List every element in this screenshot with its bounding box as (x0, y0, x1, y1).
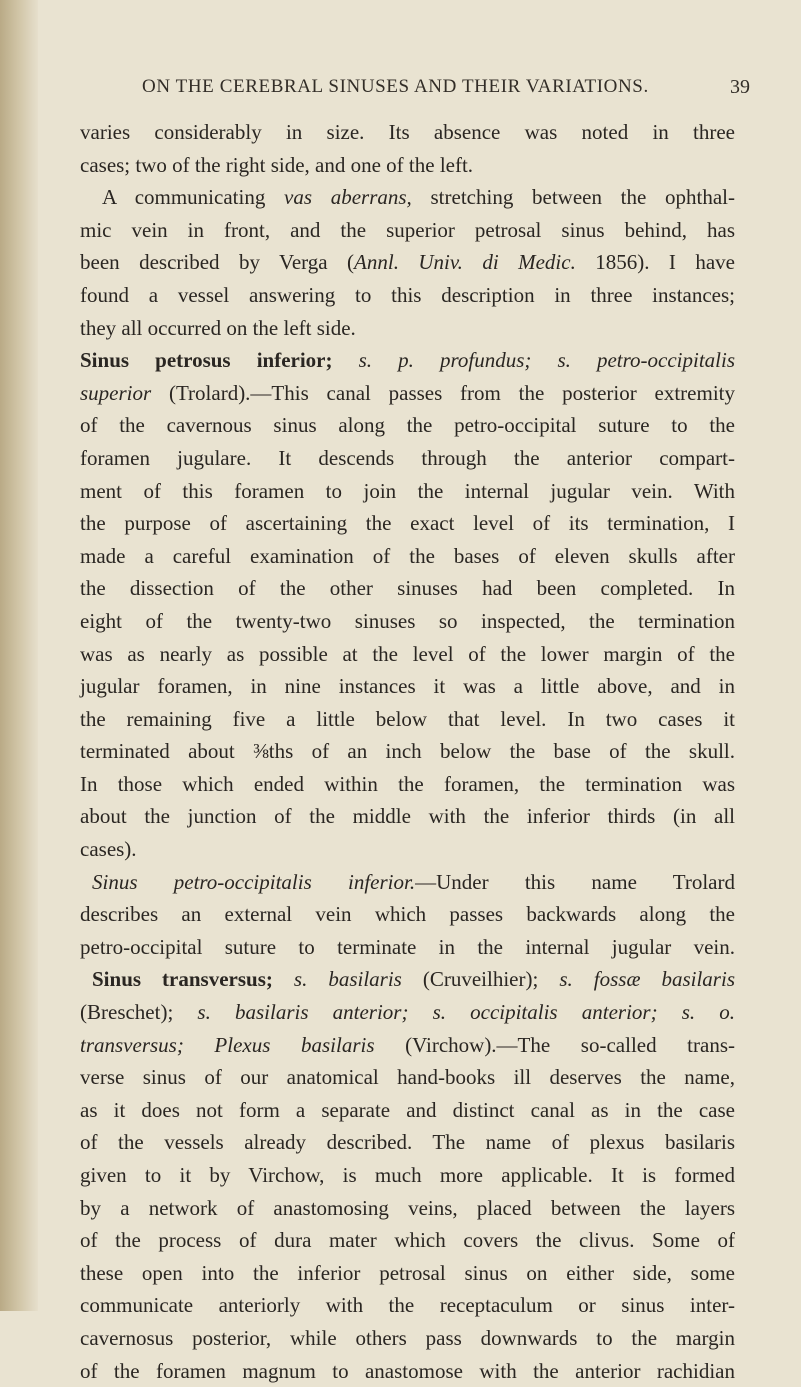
text-line: cavernosus posterior, while others pass downwards to the margin (80, 1325, 735, 1350)
running-head: ON THE CEREBRAL SINUSES AND THEIR VARIATIONS. (142, 76, 649, 97)
text-line: verse sinus of our anatomical hand-books ill deserves the name, (80, 1065, 735, 1090)
text-line: transversus; Plexus basilaris (Virchow).—The so-called trans- (80, 1032, 736, 1057)
text-line: of the cavernous sinus along the petro-occipital suture to the (80, 413, 735, 438)
page-header (60, 76, 750, 100)
text-line: of the vessels already described. The name of plexus basilaris (80, 1130, 735, 1155)
text-line: of the foramen magnum to anastomose with the anterior rachidian (80, 1358, 735, 1383)
text-line: as it does not form a separate and distinct canal as in the case (80, 1097, 735, 1122)
text-line: of the process of dura mater which covers the clivus. Some of (80, 1228, 735, 1253)
text-line: about the junction of the middle with the inferior thirds (in all (80, 804, 735, 829)
text-line: terminated about ⅜ths of an inch below the base of the skull. (80, 739, 735, 764)
text-line: by a network of anastomosing veins, placed between the layers (80, 1195, 735, 1220)
text-line: describes an external vein which passes backwards along the (80, 902, 735, 927)
section-heading-line: Sinus transversus; s. basilaris (Cruveilhier); s. fossæ basilaris (92, 967, 735, 992)
text-line: mic vein in front, and the superior petrosal sinus behind, has (80, 217, 735, 242)
text-line: ment of this foramen to join the internal jugular vein. With (80, 478, 735, 503)
text-line: cases; two of the right side, and one of the left. (80, 152, 474, 177)
text-line: cases). (80, 837, 137, 862)
text-line: found a vessel answering to this description in three instances; (80, 282, 735, 307)
section-heading-line: Sinus petrosus inferior; s. p. profundus; s. petro-occipitalis (80, 348, 736, 373)
text-line: superior (Trolard).—This canal passes from the posterior extremity (80, 380, 735, 405)
text-line: they all occurred on the left side. (80, 315, 356, 340)
text-line: (Breschet); s. basilaris anterior; s. occipitalis anterior; s. o. (80, 1000, 735, 1025)
text-line: communicate anteriorly with the receptaculum or sinus inter- (80, 1293, 735, 1318)
text-line: the purpose of ascertaining the exact level of its termination, I (80, 511, 735, 536)
text-line: foramen jugulare. It descends through the anterior compart- (80, 445, 735, 470)
text-line: eight of the twenty-two sinuses so inspected, the termination (80, 608, 735, 633)
text-line: made a careful examination of the bases of eleven skulls after (80, 543, 735, 568)
text-line: these open into the inferior petrosal sinus on either side, some (80, 1260, 735, 1285)
text-line: was as nearly as possible at the level of the lower margin of the (80, 641, 735, 666)
section-heading-line: Sinus petro-occipitalis inferior.—Under this name Trolard (92, 869, 735, 894)
text-line: varies considerably in size. Its absence was noted in three (80, 120, 735, 144)
body-text (80, 116, 735, 1387)
text-line: given to it by Virchow, is much more applicable. It is formed (80, 1163, 735, 1187)
text-line: petro-occipital suture to terminate in the internal jugular vein. (80, 934, 735, 959)
text-line: In those which ended within the foramen, the termination was (80, 771, 735, 796)
text-line: the dissection of the other sinuses had been completed. In (80, 576, 735, 601)
text-line: jugular foramen, in nine instances it was a little above, and in (80, 674, 735, 699)
text-line: the remaining five a little below that level. In two cases it (80, 706, 735, 731)
text-line: been described by Verga (Annl. Univ. di Medic. 1856). I have (80, 250, 735, 275)
page-gutter-shadow (0, 0, 38, 1311)
page-number: 39 (730, 76, 750, 98)
text-line: A communicating vas aberrans, stretching between the ophthal- (102, 185, 735, 210)
